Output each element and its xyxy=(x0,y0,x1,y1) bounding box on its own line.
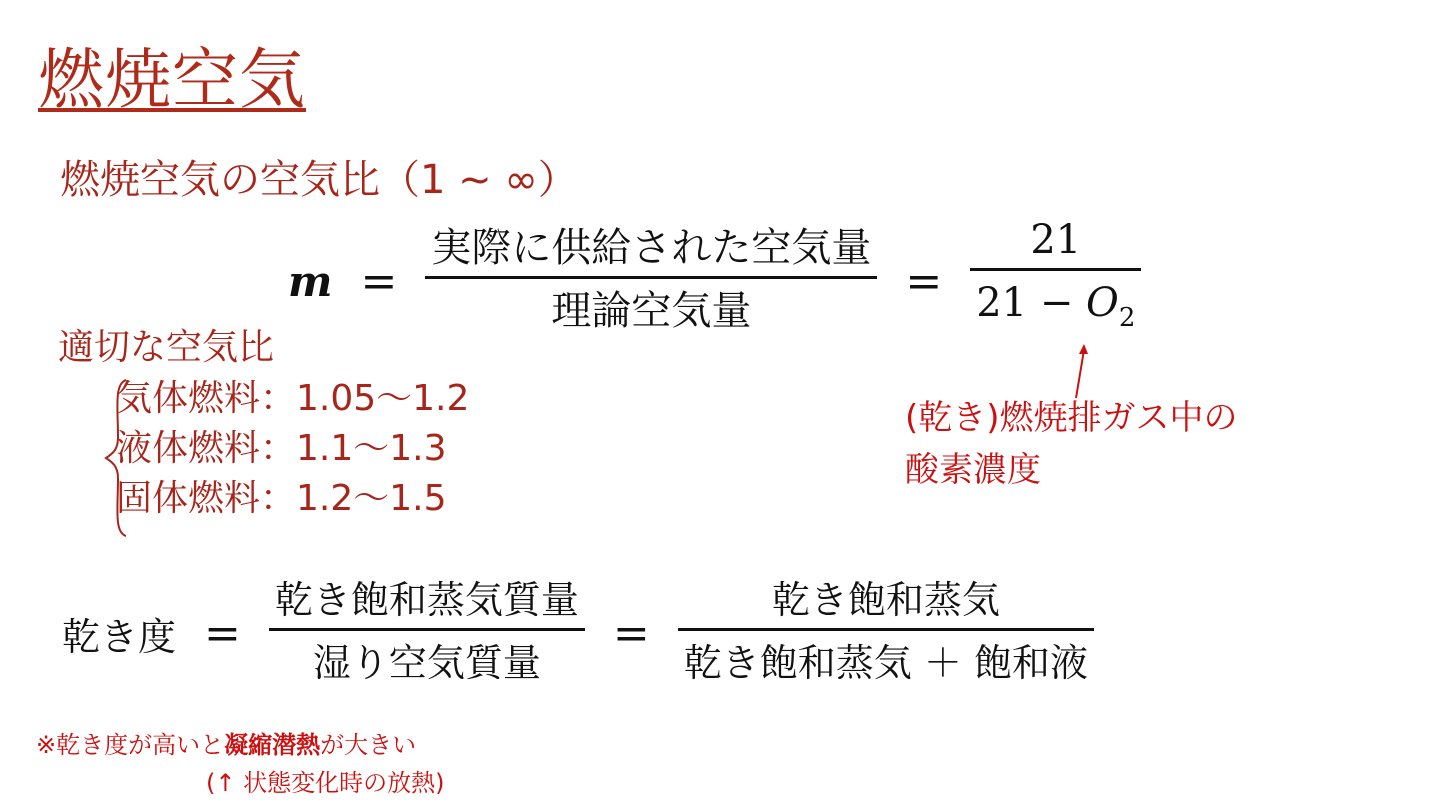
equals-sign: = xyxy=(612,608,650,659)
denominator-prefix: 21 − xyxy=(976,280,1087,326)
air-ratio-formula xyxy=(288,212,1141,350)
fraction-denominator: 理論空気量 xyxy=(551,287,752,334)
page-title: 燃焼空気 xyxy=(38,41,306,118)
dry-vapor-mass-fraction xyxy=(269,572,585,695)
fraction-denominator: 乾き飽和蒸気 ＋ 飽和液 xyxy=(683,641,1088,685)
dryness-note-detail: (↑ 状態変化時の放熱) xyxy=(206,769,445,797)
fraction-numerator: 21 xyxy=(1030,217,1082,263)
oxygen-subscript: 2 xyxy=(1118,303,1136,333)
fraction-numerator: 乾き飽和蒸気 xyxy=(771,578,1000,622)
subtitle: 燃焼空気の空気比（1 ~ ∞） xyxy=(60,157,578,203)
fraction-denominator: 湿り空気質量 xyxy=(312,641,541,685)
note-prefix: ※乾き度が高いと xyxy=(36,731,225,759)
equals-sign: = xyxy=(204,608,241,659)
fraction-numerator: 乾き飽和蒸気質量 xyxy=(274,578,579,622)
note-emphasis: 凝縮潜熱 xyxy=(224,731,321,759)
dryness-formula xyxy=(62,572,1094,695)
dryness-note xyxy=(36,728,416,762)
suitable-air-ratio-heading: 適切な空気比 xyxy=(58,327,275,368)
dry-vapor-ratio-fraction xyxy=(678,572,1094,695)
equals-sign: = xyxy=(905,255,943,307)
fraction-numerator: 実際に供給された空気量 xyxy=(431,224,872,271)
oxygen-concentration-annotation xyxy=(905,392,1238,496)
fuel-liquid-ratio: 液体燃料：1.1～1.3 xyxy=(116,428,447,469)
fuel-gas-ratio: 気体燃料：1.05～1.2 xyxy=(116,378,470,419)
oxygen-symbol: O xyxy=(1086,280,1119,326)
oxygen-fraction xyxy=(970,212,1141,350)
annotation-line: (乾き)燃焼排ガス中の xyxy=(905,398,1238,438)
air-ratio-symbol: m xyxy=(288,256,333,306)
fuel-solid-ratio: 固体燃料：1.2～1.5 xyxy=(116,478,447,519)
equals-sign: = xyxy=(360,255,398,307)
note-suffix: が大きい xyxy=(320,731,417,759)
annotation-line: 酸素濃度 xyxy=(905,450,1041,490)
supplied-over-theoretical-fraction xyxy=(425,220,877,343)
dryness-label: 乾き度 xyxy=(62,615,177,659)
fraction-denominator xyxy=(970,271,1141,350)
